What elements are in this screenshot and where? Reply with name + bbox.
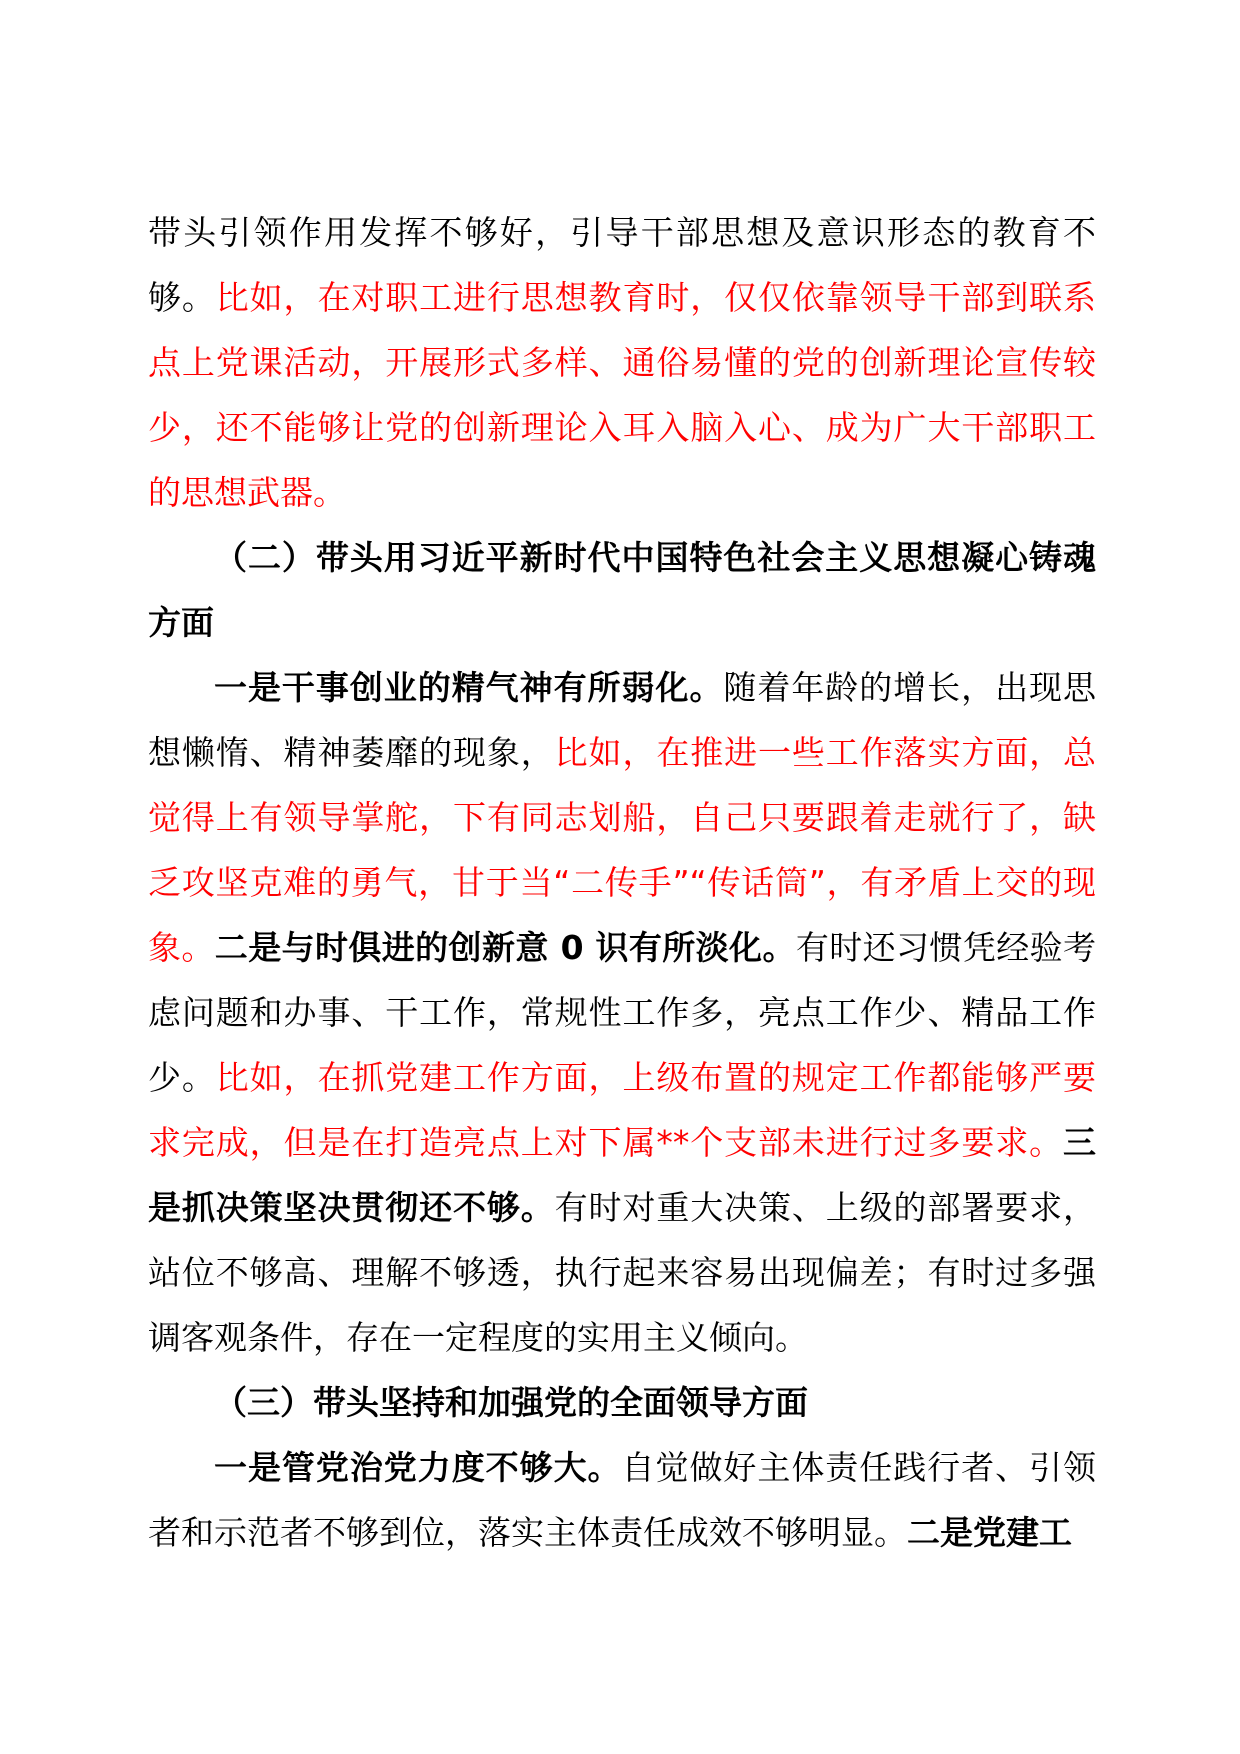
heading-text: （二）带头用习近平新时代中国特色社会主义思想凝心铸魂方面 bbox=[148, 538, 1096, 642]
document-page bbox=[148, 200, 1096, 1565]
text-segment: 带头引领作用发挥不够好，引导干部思想及意识形态的教育不够。 bbox=[148, 213, 1096, 317]
point-title-2: 二是党建工 bbox=[907, 1513, 1072, 1552]
point-title-2: 二是与时俱进的创新意 0 识有所淡化。 bbox=[214, 928, 796, 967]
point-title-1: 一是干事创业的精气神有所弱化。 bbox=[214, 668, 724, 707]
paragraph-issues-2 bbox=[148, 655, 1096, 1370]
point-title-3: 三是抓决策坚决贯彻还不够。 bbox=[148, 1123, 1096, 1227]
paragraph-issues-3 bbox=[148, 1435, 1096, 1565]
example-text-red: 比如，在抓党建工作方面，上级布置的规定工作都能够严要求完成，但是在打造亮点上对下属**个支部未进行过多要求。 bbox=[148, 1058, 1097, 1162]
text-segment: 有时还习惯凭经验考虑问题和办事、干工作，常规性工作多，亮点工作少、精品工作少。 bbox=[148, 928, 1096, 1097]
text-segment: 有时对重大决策、上级的部署要求，站位不够高、理解不够透，执行起来容易出现偏差；有时过多强调客观条件，存在一定程度的实用主义倾向。 bbox=[148, 1188, 1097, 1357]
section-heading-3 bbox=[148, 1370, 1096, 1435]
text-segment: 自觉做好主体责任践行者、引领者和示范者不够到位，落实主体责任成效不够明显。 bbox=[148, 1448, 1097, 1552]
section-heading-2 bbox=[148, 525, 1096, 655]
point-title-1: 一是管党治党力度不够大。 bbox=[214, 1448, 622, 1487]
text-segment: 随着年龄的增长，出现思想懒惰、精神萎靡的现象， bbox=[148, 668, 1097, 772]
example-text-red: 比如，在对职工进行思想教育时，仅仅依靠领导干部到联系点上党课活动，开展形式多样、通俗易懂的党的创新理论宣传较少，还不能够让党的创新理论入耳入脑入心、成为广大干部职工的思想武器。 bbox=[148, 278, 1097, 512]
paragraph-education bbox=[148, 200, 1096, 525]
example-text-red: 比如，在推进一些工作落实方面，总觉得上有领导掌舵，下有同志划船，自己只要跟着走就行了，缺乏攻坚克难的勇气，甘于当“二传手”“传话筒”，有矛盾上交的现象。 bbox=[148, 733, 1097, 967]
heading-text: （三）带头坚持和加强党的全面领导方面 bbox=[214, 1383, 808, 1422]
